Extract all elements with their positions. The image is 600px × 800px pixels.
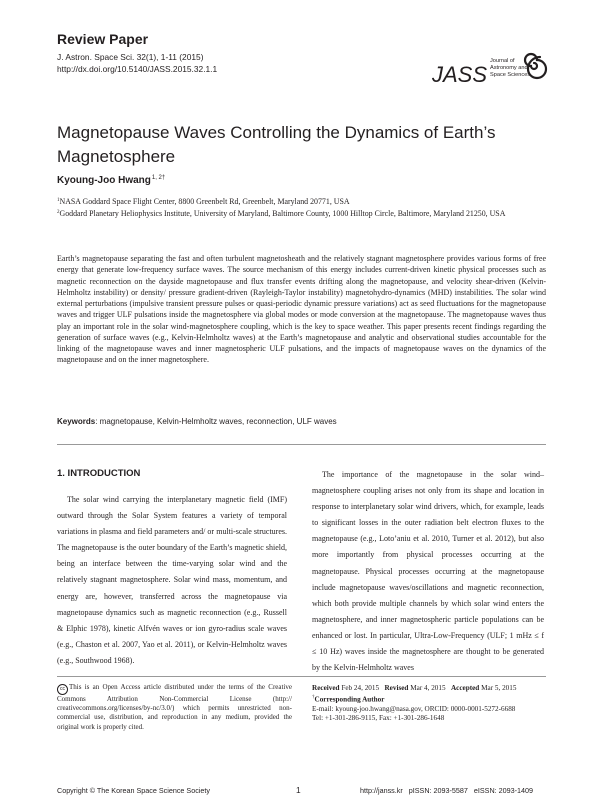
license-text: This is an Open Access article distributed under the terms of the Creative Commons Attribution Non-Commercial License (http:// creativecommons.org/licenses/by-nc/3.0/) which permits unrestricted non-commercial use, distribution, and reproduction in any medium, provided the original work is properly cited. <box>57 683 292 731</box>
affiliation-1 <box>57 195 547 208</box>
creative-commons-icon: cc <box>57 684 68 695</box>
abstract: Earth’s magnetopause separating the fast and often turbulent magnetosheath and the relatively stagnant magnetosphere provides various forms of free energy that generate low-frequency surface waves. The source mechanism of this energy includes current-driven kinetic physical processes such as magnetic reconnection on the dayside magnetopause and flux transfer events drifting along the magnetopause, and velocity shear-driven (Kelvin-Helmholtz instability) or density/ pressure gradient-driven (Rayleigh-Taylor instability) magnetohydro-dynamics (MHD) instabilities. The solar wind external perturbations (impulsive transient pressure pulses or quasi-periodic dynamic pressure variations) act as seed fluctuations for the magnetopause waves and trigger ULF pulsations inside the magnetosphere via global modes or mode conversion at the magnetopause. The magnetopause waves thus play an important role in the solar wind-magnetosphere coupling, which is the key to space weather. This paper presents recent findings regarding the generation of surface waves (e.g., Kelvin-Helmholtz waves) at the Earth’s magnetopause and analytic and observational studies accountable for the linking of the magnetopause waves and inner magnetospheric ULF pulsations, and the impacts of magnetopause waves on the dynamics of the magnetopause and on the inner magnetosphere. <box>57 254 546 365</box>
accepted-date: Mar 5, 2015 <box>481 684 517 692</box>
author-phone: Tel: +1-301-286-9115, Fax: +1-301-286-1648 <box>312 714 445 722</box>
footer-copyright: Copyright © The Korean Space Science Society <box>57 786 210 795</box>
article-history <box>312 684 547 723</box>
body-text-right-column: The importance of the magnetopause in the solar wind–magnetosphere coupling arises not only from its shape and location in response to interplanetary solar wind drivers, which, for example, leads to significant losses in the outer radiation belt electron fluxes to the magnetopause (e.g., Loto’aniu et al. 2010, Turner et al. 2012), but also more importantly from physical processes occurring at the magnetopause. Physical processes occurring at the magnetopause include magnetopause waves/oscillations and magnetic reconnection, which both provide multiple channels by which solar wind enters the magnetosphere, and inner magnetospheric particle populations can be enhanced or lost. In particular, Ultra-Low-Frequency (ULF; 1 mHz ≤ f ≤ 10 Hz) waves inside the magnetosphere are thought to be generated by the Kelvin-Helmholtz waves <box>312 470 544 673</box>
page-number: 1 <box>296 785 301 795</box>
journal-name-line: Journal of <box>490 58 515 64</box>
revised-date: Mar 4, 2015 <box>410 684 446 692</box>
affiliation-2 <box>57 207 547 220</box>
author-name <box>57 175 165 186</box>
divider <box>57 676 546 677</box>
title-line: Magnetosphere <box>57 147 176 166</box>
author-name-text: Kyoung-Joo Hwang <box>57 175 151 186</box>
history-dates <box>312 684 547 693</box>
journal-logo <box>432 44 552 98</box>
journal-reference <box>57 51 217 75</box>
accepted-label: Accepted <box>450 684 480 692</box>
section-heading: 1. INTRODUCTION <box>57 468 141 479</box>
corresponding-mark: † <box>312 695 315 701</box>
keywords <box>57 417 337 426</box>
title-line: Magnetopause Waves Controlling the Dynamics of Earth’s <box>57 123 496 142</box>
body-text-left-column: The solar wind carrying the interplanetary magnetic field (IMF) outward through the Solar System features a variety of temporal variations in plasma and field parameters and/ or multi-scale structures. The magnetopause is the outer boundary of the Earth’s magnetic shield, being an interface between the time-varying solar wind and the relatively stagnant magnetosphere. Solar wind mass, momentum, and energy are, however, transferred across the magnetopause via magnetopause dynamics such as magnetic reconnection (e.g., Russell & Elphic 1978), kinetic Alfvén waves or ion gyro-radius scale waves (e.g., Chaston et al. 2007, Yao et al. 2011), or Kelvin-Helmholtz waves (e.g., Southwood 1968). <box>57 495 287 665</box>
corresponding-author <box>312 693 547 705</box>
doi-link[interactable]: http://dx.doi.org/10.5140/JASS.2015.32.1.1 <box>57 64 218 74</box>
license-notice <box>57 683 292 732</box>
keywords-list: : magnetopause, Kelvin-Helmholtz waves, reconnection, ULF waves <box>95 417 337 426</box>
author-email[interactable]: E-mail: kyoung-joo.hwang@nasa.gov, ORCID: 0000-0001-5272-6688 <box>312 704 516 713</box>
journal-name-line: Space Sciences <box>490 72 531 78</box>
journal-name-line: Astronomy and <box>490 65 528 71</box>
keywords-label: Keywords <box>57 417 96 426</box>
affiliation-mark: 2 <box>57 210 60 215</box>
received-label: Received <box>312 684 340 692</box>
footer-issn: http://janss.kr pISSN: 2093-5587 eISSN: 2093-1409 <box>360 786 534 795</box>
received-date: Feb 24, 2015 <box>341 684 380 692</box>
affiliation-text: Goddard Planetary Heliophysics Institute, University of Maryland, Baltimore County, 1000 Hilltop Circle, Baltimore, Maryland 21250, USA <box>59 209 506 218</box>
journal-acronym: JASS <box>432 62 488 87</box>
divider <box>57 444 546 445</box>
affiliation-text: NASA Goddard Space Flight Center, 8800 Greenbelt Rd, Greenbelt, Maryland 20771, USA <box>59 197 350 206</box>
revised-label: Revised <box>384 684 409 692</box>
article-type-label: Review Paper <box>57 31 149 47</box>
affiliation-mark: 1 <box>57 198 60 203</box>
citation-line: J. Astron. Space Sci. 32(1), 1-11 (2015) <box>57 52 204 62</box>
author-affiliation-marks: 1, 2† <box>151 175 166 181</box>
jass-spiral-icon <box>517 48 551 82</box>
corresponding-label: Corresponding Author <box>314 695 385 704</box>
paper-title <box>57 121 527 169</box>
